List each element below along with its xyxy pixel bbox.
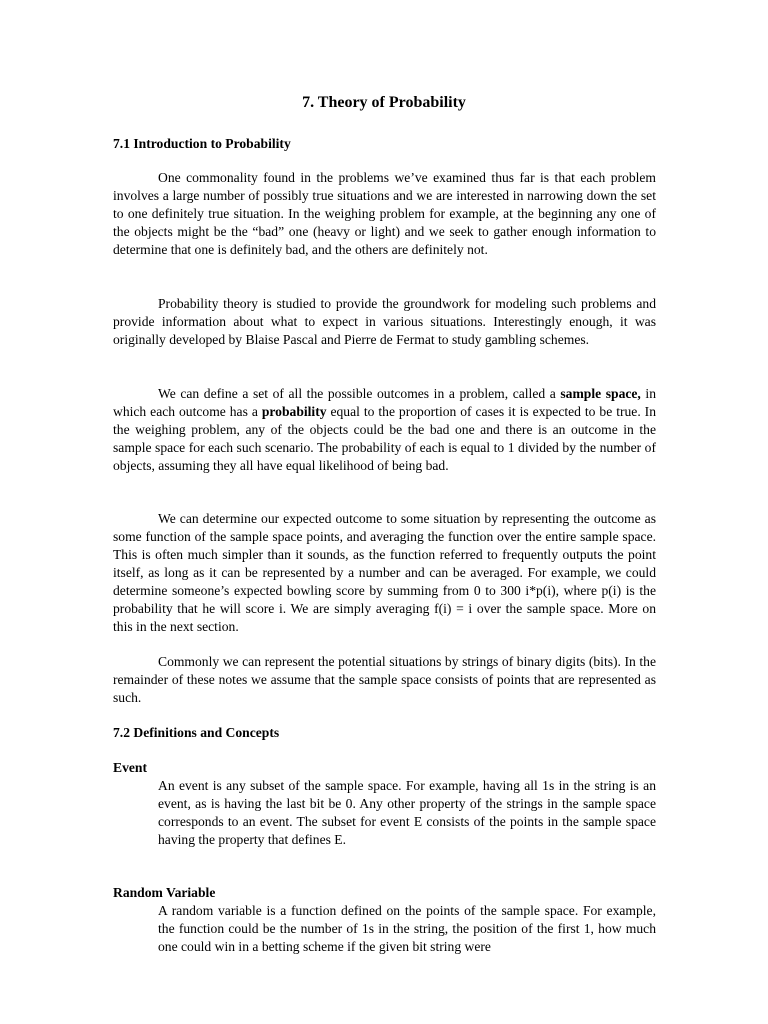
page-title: 7. Theory of Probability [302,94,466,111]
section-heading-definitions: 7.2 Definitions and Concepts [113,725,280,740]
paragraph-2 [113,295,656,349]
paragraph-3-text-c: in which each outcome has a [113,386,656,419]
paragraph-3-text-a: We can define a set of all the possible outcomes in a problem, called a [158,386,561,401]
definition-term-random-variable: Random Variable [113,885,216,900]
paragraph-3-text-e: equal to the proportion of cases it is expected to be true. In the weighing problem, any of the objects could be the bad one and there is an outcome in the sample space for each such scenario. The probability of each is equal to 1 divided by the number of objects, assuming they all have equal likelihood of being bad. [113,404,657,473]
definition-event: An event is any subset of the sample space. For example, having all 1s in the string is an event, as is having the last bit be 0. Any other property of the strings in the sample space corresponds to an event. The subset for event E consists of the points in the sample space having the property that defines E. [158,778,656,847]
definition-random-variable: A random variable is a function defined on the points of the sample space. For example, the function could be the number of 1s in the string, the position of the first 1, how much one could win in a betting scheme if the given bit string were [158,903,656,954]
definition-term-event: Event [113,760,147,775]
term-probability: probability [261,404,327,419]
paragraph-4 [113,510,656,636]
paragraph-2-text: Probability theory is studied to provide the groundwork for modeling such problems and provide information about what to expect in various situations. Interestingly enough, it was originally developed by Blaise Pascal and Pierre de Fermat to study gambling schemes. [113,296,656,347]
section-heading-intro: 7.1 Introduction to Probability [113,136,291,151]
paragraph-1 [113,169,656,259]
paragraph-5 [113,653,656,707]
paragraph-5-text: Commonly we can represent the potential situations by strings of binary digits (bits). In the remainder of these notes we assume that the sample space consists of points that are represented as such. [113,654,656,705]
paragraph-4-text: We can determine our expected outcome to some situation by representing the outcome as some function of the sample space points, and averaging the function over the entire sample space. This is often much simpler than it sounds, as the function referred to frequently outputs the point itself, as long as it can be represented by a number and can be averaged. For example, we could determine someone’s expected bowling score by summing from 0 to 300 i*p(i), where p(i) is the probability that he will score i. We are simply averaging f(i) = i over the sample space. More on this in the next section. [113,511,656,634]
paragraph-3 [113,385,656,475]
paragraph-1-text: One commonality found in the problems we’ve examined thus far is that each problem involves a large number of possibly true situations and we are interested in narrowing down the set to one definitely true situation. In the weighing problem for example, at the beginning any one of the objects might be the “bad” one (heavy or light) and we seek to gather enough information to determine that one is definitely bad, and the others are definitely not. [113,170,656,257]
term-sample-space: sample space, [560,386,641,401]
